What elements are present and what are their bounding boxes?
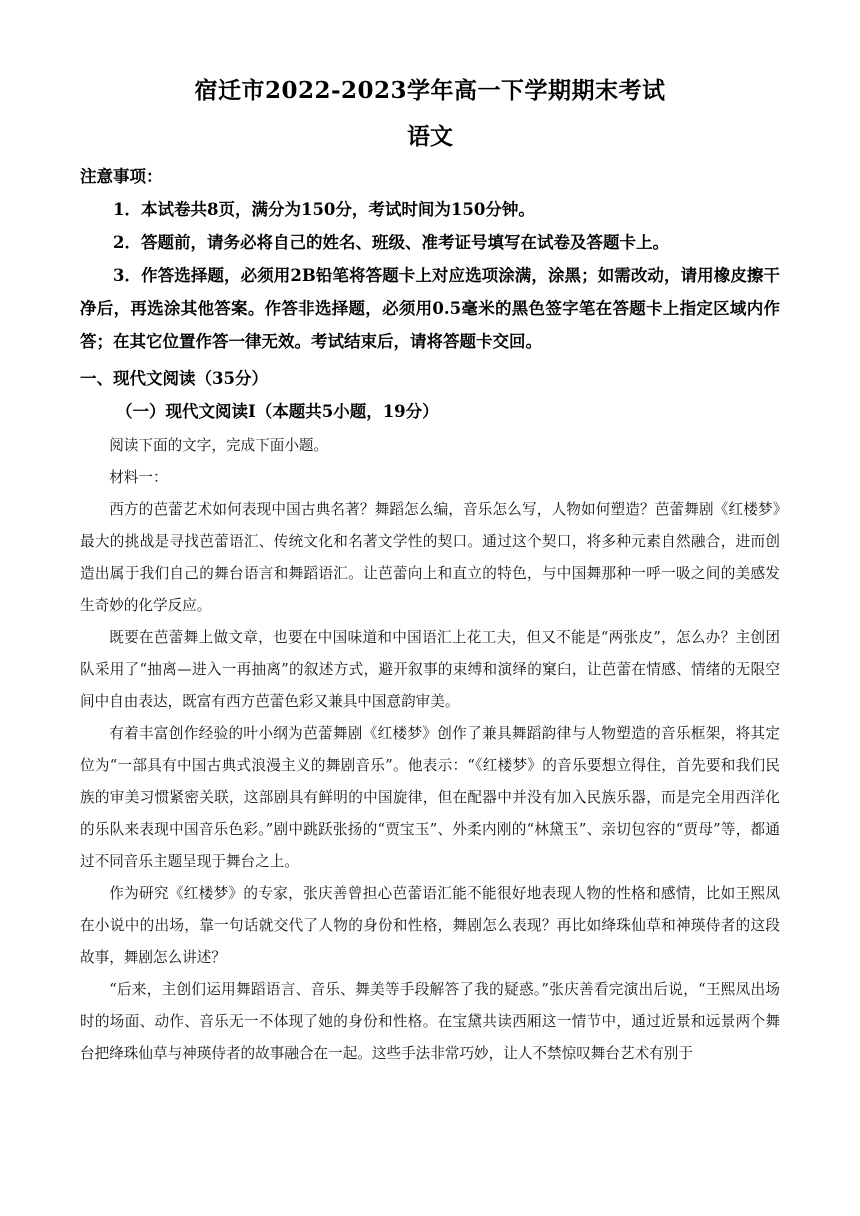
- notice-item-1: 1．本试卷共8页，满分为150分，考试时间为150分钟。: [113, 200, 535, 219]
- notice-item-2: 2．答题前，请务必将自己的姓名、班级、准考证号填写在试卷及答题卡上。: [113, 233, 669, 252]
- passage-paragraph: 有着丰富创作经验的叶小纲为芭蕾舞剧《红楼梦》创作了兼具舞蹈韵律与人物塑造的音乐框架，将其定位为“一部具有中国古典式浪漫主义的舞剧音乐”。他表示：“《红楼梦》的音乐要想立得住，首先要和我们民族的审美习惯紧密关联，这部剧具有鲜明的中国旋律，但在配器中并没有加入民族乐器，而是完全用西洋化的乐队来表现中国音乐色彩。”剧中跳跃张扬的“贾宝玉”、外柔内刚的“林黛玉”、亲切包容的“贾母”等，都通过不同音乐主题呈现于舞台之上。: [80, 725, 780, 870]
- section-block: [80, 362, 780, 428]
- notice-item-3: 3．作答选择题，必须用2B铅笔将答题卡上对应选项涂满，涂黑；如需改动，请用橡皮擦干净后，再选涂其他答案。作答非选择题，必须用0.5毫米的黑色签字笔在答题卡上指定区域内作答；在其它位置作答一律无效。考试结束后，请将答题卡交回。: [80, 266, 780, 351]
- passage-paragraph: “后来，主创们运用舞蹈语言、音乐、舞美等手段解答了我的疑惑。”张庆善看完演出后说，“王熙凤出场时的场面、动作、音乐无一不体现了她的身份和性格。在宝黛共读西厢这一情节中，通过近景和远景两个舞台把绛珠仙草与神瑛侍者的故事融合在一起。这些手法非常巧妙，让人不禁惊叹舞台艺术有别于: [80, 981, 780, 1062]
- passage-paragraph: 既要在芭蕾舞上做文章，也要在中国味道和中国语汇上花工夫，但又不能是“两张皮”，怎么办？主创团队采用了“抽离—进入一再抽离”的叙述方式，避开叙事的束缚和演绎的窠臼，让芭蕾在情感、情绪的无限空间中自由表达，既富有西方芭蕾色彩又兼具中国意韵审美。: [80, 629, 780, 710]
- passage-paragraph: 西方的芭蕾艺术如何表现中国古典名著？舞蹈怎么编，音乐怎么写，人物如何塑造？芭蕾舞剧《红楼梦》最大的挑战是寻找芭蕾语汇、传统文化和名著文学性的契口。通过这个契口，将多种元素自然融合，进而创造出属于我们自己的舞台语言和舞蹈语汇。让芭蕾向上和直立的特色，与中国舞那种一呼一吸之间的美感发生奇妙的化学反应。: [80, 501, 780, 614]
- notice-block: [80, 160, 780, 358]
- passage-paragraph: 作为研究《红楼梦》的专家，张庆善曾担心芭蕾语汇能不能很好地表现人物的性格和感情，比如王熙凤在小说中的出场，靠一句话就交代了人物的身份和性格，舞剧怎么表现？再比如绛珠仙草和神瑛侍者的这段故事，舞剧怎么讲述？: [80, 885, 780, 966]
- section-heading: 一、现代文阅读（35分）: [80, 369, 268, 388]
- notice-heading: 注意事项：: [80, 167, 163, 186]
- instruction-text: 阅读下面的文字，完成下面小题。: [109, 437, 329, 454]
- exam-title: 宿迁市2022-2023学年高一下学期期末考试: [194, 77, 666, 104]
- material-label: 材料一：: [109, 469, 168, 486]
- reading-passage: [80, 430, 780, 1070]
- subsection-heading: （一）现代文阅读Ⅰ（本题共5小题，19分）: [116, 402, 439, 421]
- subject-title: 语文: [407, 123, 453, 150]
